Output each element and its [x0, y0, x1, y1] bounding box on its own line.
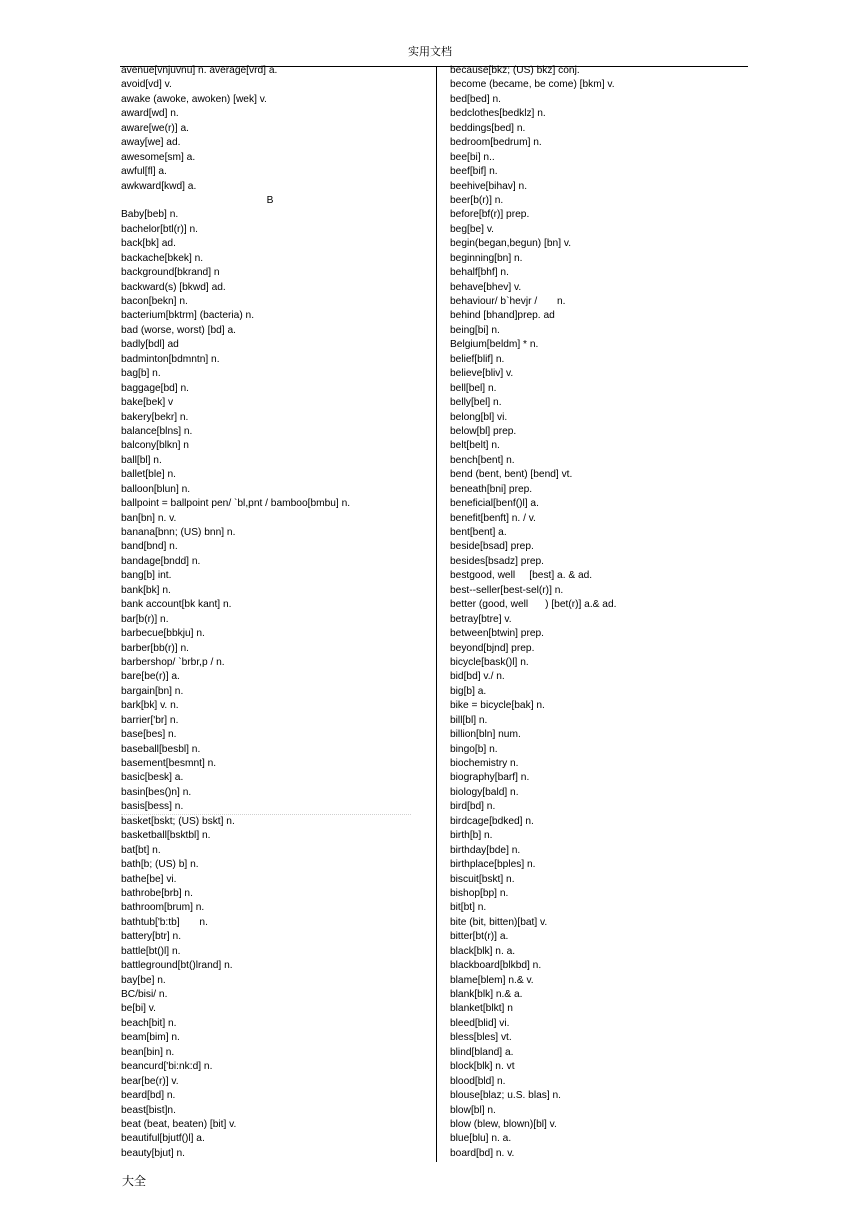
word-entry: barber[bb(r)] n.: [121, 642, 189, 654]
word-entry: avoid[vd] v.: [121, 79, 172, 91]
word-entry: bicycle[bask()l] n.: [450, 656, 529, 668]
word-entry: bathrobe[brb] n.: [121, 887, 193, 899]
word-entry: beyond[bjnd] prep.: [450, 642, 535, 654]
word-entry: beat (beat, beaten) [bit] v.: [121, 1118, 237, 1130]
word-entry: bear[be(r)] v.: [121, 1075, 179, 1087]
word-entry: benefit[benft] n. / v.: [450, 512, 536, 524]
word-entry: backward(s) [bkwd] ad.: [121, 281, 226, 293]
word-entry: bedclothes[bedklz] n.: [450, 108, 546, 120]
word-entry: background[bkrand] n: [121, 267, 220, 279]
word-entry: belong[bl] vi.: [450, 411, 508, 423]
word-entry: before[bf(r)] prep.: [450, 209, 530, 221]
word-entry: balance[blns] n.: [121, 425, 193, 437]
word-entry: basketball[bsktbl] n.: [121, 830, 211, 842]
word-entry: blouse[blaz; u.S. blas] n.: [450, 1090, 561, 1102]
word-entry: ballet[ble] n.: [121, 469, 176, 481]
word-entry: begin(began,begun) [bn] v.: [450, 238, 572, 250]
word-entry: behalf[bhf] n.: [450, 267, 509, 279]
word-entry: bag[b] n.: [121, 368, 161, 380]
word-entry: bill[bl] n.: [450, 714, 488, 726]
word-entry: bandage[bndd] n.: [121, 555, 201, 567]
word-entry: bell[bel] n.: [450, 382, 497, 394]
word-entry: blame[blem] n.& v.: [450, 974, 534, 986]
word-entry: awful[fl] a.: [121, 166, 167, 178]
word-entry: bathroom[brum] n.: [121, 902, 205, 914]
word-entry: bang[b] int.: [121, 570, 172, 582]
word-entry: beginning[bn] n.: [450, 252, 523, 264]
word-entry: biography[barf] n.: [450, 772, 530, 784]
word-entry: blackboard[blkbd] n.: [450, 960, 542, 972]
word-entry: band[bnd] n.: [121, 541, 178, 553]
word-entry: bid[bd] v./ n.: [450, 671, 505, 683]
word-entry: blank[blk] n.& a.: [450, 989, 523, 1000]
word-entry: award[wd] n.: [121, 108, 179, 120]
word-entry: beg[be] v.: [450, 223, 494, 235]
word-entry: best--seller[best-sel(r)] n.: [450, 584, 564, 596]
word-entry: basket[bskt; (US) bskt] n.: [121, 815, 235, 827]
word-entry: barbershop/ `brbr,p / n.: [121, 656, 225, 668]
word-entry: basic[besk] a.: [121, 772, 184, 784]
word-entry: bath[b; (US) b] n.: [121, 859, 199, 871]
word-entry: balcony[blkn] n: [121, 440, 189, 452]
word-entry: below[bl] prep.: [450, 425, 517, 437]
word-entry: blue[blu] n. a.: [450, 1133, 512, 1145]
word-entry: bent[bent] a.: [450, 527, 507, 538]
word-entry: awesome[sm] a.: [121, 151, 196, 163]
word-entry: beach[bit] n.: [121, 1017, 177, 1029]
word-entry: banana[bnn; (US) bnn] n.: [121, 527, 236, 538]
word-entry: back[bk] ad.: [121, 238, 176, 250]
word-entry: bat[bt] n.: [121, 844, 161, 856]
word-entry: become (became, be come) [bkm] v.: [450, 79, 615, 91]
word-entry: bare[be(r)] a.: [121, 671, 180, 683]
word-entry: birthday[bde] n.: [450, 844, 521, 856]
word-entry: beam[bim] n.: [121, 1032, 180, 1044]
word-entry: believe[bliv] v.: [450, 368, 514, 380]
word-entry: behaviour/ b`hevjr / n.: [450, 296, 566, 307]
word-entry: bingo[b] n.: [450, 743, 498, 755]
word-entry: battle[bt()l] n.: [121, 945, 181, 957]
word-entry: balloon[blun] n.: [121, 483, 191, 495]
word-entry: bishop[bp] n.: [450, 887, 509, 899]
word-entry: board[bd] n. v.: [450, 1147, 515, 1159]
page-header: 实用文档: [408, 45, 452, 58]
page-footer: 大全: [122, 1174, 147, 1188]
word-entry: ballpoint = ballpoint pen/ `bl,pnt / bamboo[bmbu] n.: [121, 498, 351, 510]
word-entry: be[bi] v.: [121, 1003, 156, 1015]
word-entry: bathe[be] vi.: [121, 873, 177, 885]
word-entry: birthplace[bples] n.: [450, 859, 536, 871]
word-entry: basin[bes()n] n.: [121, 786, 192, 798]
word-entry: biscuit[bskt] n.: [450, 873, 515, 885]
word-entry: bachelor[btl(r)] n.: [121, 223, 199, 235]
word-entry: birdcage[bdked] n.: [450, 815, 534, 827]
word-entry: away[we] ad.: [121, 137, 181, 149]
word-entry: backache[bkek] n.: [121, 252, 204, 264]
column-divider: [436, 66, 437, 1162]
word-entry: bee[bi] n..: [450, 151, 495, 163]
word-entry: bedroom[bedrum] n.: [450, 137, 542, 149]
word-entry: Belgium[beldm] * n.: [450, 339, 539, 351]
word-entry: beehive[bihav] n.: [450, 180, 528, 192]
word-entry: blind[bland] a.: [450, 1046, 514, 1058]
word-entry: beauty[bjut] n.: [121, 1147, 186, 1159]
word-entry: barbecue[bbkju] n.: [121, 628, 205, 640]
word-entry: besides[bsadz] prep.: [450, 555, 545, 567]
word-entry: bless[bles] vt.: [450, 1032, 512, 1044]
word-entry: bay[be] n.: [121, 974, 166, 986]
word-entry: aware[we(r)] a.: [121, 122, 189, 134]
word-entry: bacterium[bktrm] (bacteria) n.: [121, 310, 255, 322]
word-entry: bakery[bekr] n.: [121, 411, 189, 423]
word-entry: ban[bn] n. v.: [121, 512, 177, 524]
word-entry: behind [bhand]prep. ad: [450, 310, 555, 322]
word-entry: Baby[beb] n.: [121, 209, 179, 221]
word-entry: basis[bess] n.: [121, 801, 184, 813]
word-entry: bitter[bt(r)] a.: [450, 931, 509, 943]
word-entry: base[bes] n.: [121, 729, 177, 741]
word-entry: bacon[bekn] n.: [121, 296, 188, 307]
word-entry: block[blk] n. vt: [450, 1061, 515, 1073]
word-entry: belt[belt] n.: [450, 440, 500, 452]
word-entry: bank account[bk kant] n.: [121, 599, 232, 611]
word-entry: badminton[bdmntn] n.: [121, 353, 220, 365]
word-entry: baggage[bd] n.: [121, 382, 189, 394]
word-entry: blanket[blkt] n: [450, 1003, 513, 1015]
word-entry: bench[bent] n.: [450, 454, 515, 466]
word-entry: blood[bld] n.: [450, 1075, 506, 1087]
word-entry: beancurd['bi:nk:d] n.: [121, 1061, 213, 1073]
word-entry: barrier['br] n.: [121, 714, 179, 726]
word-entry: bar[b(r)] n.: [121, 613, 169, 625]
word-entry: avenue[vnjuvnu] n. average[vrd] a.: [121, 65, 278, 76]
word-entry: between[btwin] prep.: [450, 628, 545, 640]
word-entry: bad (worse, worst) [bd] a.: [121, 324, 236, 336]
word-entry: biology[bald] n.: [450, 786, 519, 798]
word-entry: battery[btr] n.: [121, 931, 182, 943]
word-entry: behave[bhev] v.: [450, 281, 522, 293]
word-entry: bake[bek] v: [121, 397, 174, 409]
word-entry: beneath[bni] prep.: [450, 483, 533, 495]
word-entry: because[bkz; (US) bkz] conj.: [450, 65, 580, 76]
word-entry: bargain[bn] n.: [121, 685, 184, 697]
word-entry: ball[bl] n.: [121, 454, 162, 466]
word-entry: baseball[besbl] n.: [121, 743, 201, 755]
word-entry: beer[b(r)] n.: [450, 194, 504, 206]
word-entry: beast[bist]n.: [121, 1104, 176, 1116]
word-entry: belly[bel] n.: [450, 397, 502, 409]
word-entry: bathtub['b:tb] n.: [121, 916, 208, 928]
word-entry: bleed[blid] vi.: [450, 1017, 510, 1029]
word-entry: beard[bd] n.: [121, 1090, 176, 1102]
section-letter: B: [266, 194, 274, 206]
left-word-column: [121, 64, 433, 1161]
word-entry: billion[bln] num.: [450, 729, 521, 741]
word-entry: beside[bsad] prep.: [450, 541, 534, 553]
word-entry: bark[bk] v. n.: [121, 700, 179, 712]
word-entry: bestgood, well [best] a. & ad.: [450, 570, 593, 582]
word-entry: belief[blif] n.: [450, 353, 505, 365]
word-entry: BC/bisi/ n.: [121, 989, 168, 1000]
word-entry: bird[bd] n.: [450, 801, 496, 813]
word-entry: bit[bt] n.: [450, 902, 487, 914]
word-entry: blow (blew, blown)[bl] v.: [450, 1118, 557, 1130]
word-entry: beneficial[benf()l] a.: [450, 498, 539, 510]
word-entry: awkward[kwd] a.: [121, 180, 197, 192]
word-entry: bean[bin] n.: [121, 1046, 175, 1058]
word-entry: birth[b] n.: [450, 830, 493, 842]
word-entry: big[b] a.: [450, 685, 487, 697]
word-entry: beef[bif] n.: [450, 166, 498, 178]
right-word-column: [450, 64, 746, 1161]
word-entry: better (good, well ) [bet(r)] a.& ad.: [450, 599, 617, 611]
word-entry: awake (awoke, awoken) [wek] v.: [121, 93, 267, 105]
word-entry: bike = bicycle[bak] n.: [450, 700, 545, 712]
word-entry: battleground[bt()lrand] n.: [121, 960, 233, 972]
word-entry: beautiful[bjutf()l] a.: [121, 1133, 205, 1145]
word-entry: beddings[bed] n.: [450, 122, 526, 134]
word-entry: biochemistry n.: [450, 758, 519, 769]
word-entry: basement[besmnt] n.: [121, 758, 217, 769]
word-entry: bed[bed] n.: [450, 93, 501, 105]
word-entry: blow[bl] n.: [450, 1104, 496, 1116]
word-entry: betray[btre] v.: [450, 613, 512, 625]
word-entry: bite (bit, bitten)[bat] v.: [450, 916, 548, 928]
word-entry: being[bi] n.: [450, 324, 500, 336]
word-entry: bend (bent, bent) [bend] vt.: [450, 469, 573, 481]
word-entry: bank[bk] n.: [121, 584, 171, 596]
word-entry: badly[bdl] ad: [121, 339, 179, 351]
word-entry: black[blk] n. a.: [450, 945, 516, 957]
